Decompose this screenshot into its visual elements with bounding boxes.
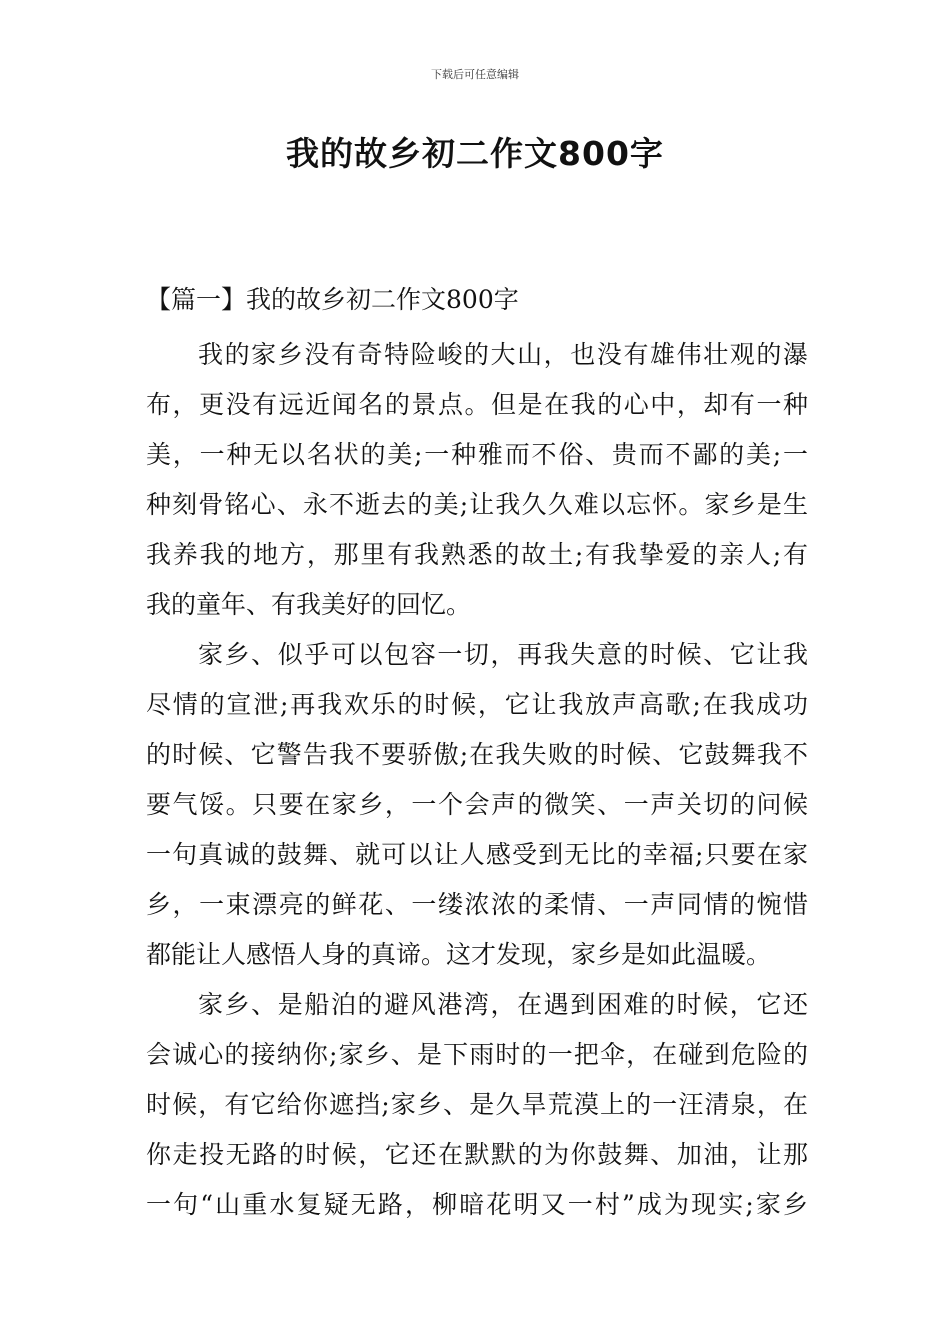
paragraph-line: 我的家乡没有奇特险峻的大山，也没有雄伟壮观的瀑 — [198, 340, 808, 369]
paragraph-line: 你走投无路的时候，它还在默默的为你鼓舞、加油，让那 — [146, 1140, 808, 1169]
paragraph-line: 时候，有它给你遮挡;家乡、是久旱荒漠上的一汪清泉，在 — [146, 1090, 808, 1119]
paragraph-line: 的时候、它警告我不要骄傲;在我失败的时候、它鼓舞我不 — [146, 740, 808, 769]
paragraph-line: 我的童年、有我美好的回忆。 — [146, 590, 472, 619]
paragraph-line: 都能让人感悟人身的真谛。这才发现，家乡是如此温暖。 — [146, 940, 772, 969]
document-title: 我的故乡初二作文800字 — [286, 134, 664, 173]
paragraph-line: 一句“山重水复疑无路，柳暗花明又一村”成为现实;家乡 — [146, 1190, 808, 1219]
paragraph-line: 乡，一束漂亮的鲜花、一缕浓浓的柔情、一声同情的惋惜 — [146, 890, 808, 919]
section-heading: 【篇一】我的故乡初二作文800字 — [146, 285, 519, 314]
paragraph-line: 美，一种无以名状的美;一种雅而不俗、贵而不鄙的美;一 — [146, 440, 808, 469]
paragraph-line: 家乡、似乎可以包容一切，再我失意的时候、它让我 — [198, 640, 808, 669]
document-body — [146, 280, 808, 1230]
header-note: 下载后可任意编辑 — [431, 68, 519, 81]
paragraph-line: 会诚心的接纳你;家乡、是下雨时的一把伞，在碰到危险的 — [146, 1040, 808, 1069]
paragraph-line: 一句真诚的鼓舞、就可以让人感受到无比的幸福;只要在家 — [146, 840, 808, 869]
paragraph-line: 要气馁。只要在家乡，一个会声的微笑、一声关切的问候 — [146, 790, 808, 819]
paragraph-line: 布，更没有远近闻名的景点。但是在我的心中，却有一种 — [146, 390, 808, 419]
paragraph-line: 我养我的地方，那里有我熟悉的故土;有我挚爱的亲人;有 — [146, 540, 808, 569]
paragraph-line: 家乡、是船泊的避风港湾，在遇到困难的时候，它还 — [198, 990, 808, 1019]
paragraph-line: 尽情的宣泄;再我欢乐的时候，它让我放声高歌;在我成功 — [146, 690, 808, 719]
paragraph-line: 种刻骨铭心、永不逝去的美;让我久久难以忘怀。家乡是生 — [146, 490, 808, 519]
